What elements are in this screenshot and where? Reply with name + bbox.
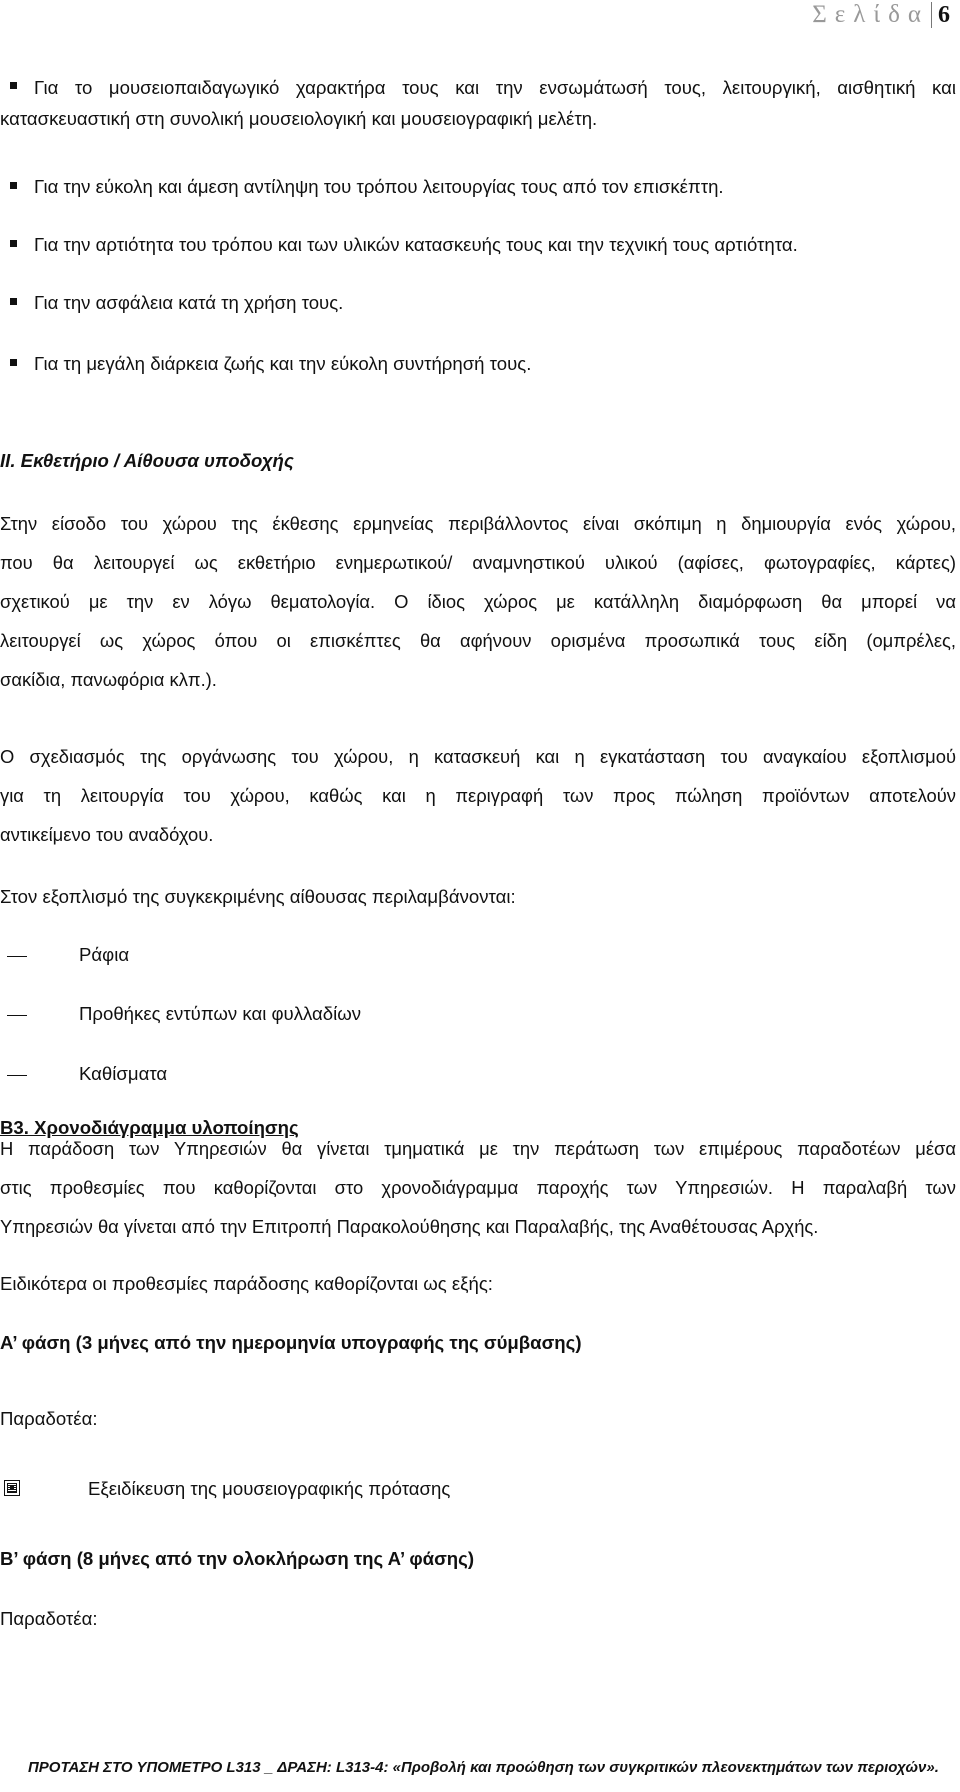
equipment-text: Προθήκες εντύπων και φυλλαδίων bbox=[79, 1003, 362, 1024]
equipment-text: Ράφια bbox=[79, 944, 130, 965]
paragraph-line: σχετικού με την εν λόγω θεματολογία. Ο ίδιος χώρος με κατάλληλη διαμόρφωση θα μπορεί να bbox=[0, 591, 956, 612]
page-number: 6 bbox=[938, 1, 950, 28]
square-bullet-icon bbox=[10, 298, 17, 305]
bullet-text: Για την εύκολη και άμεση αντίληψη του τρόπου λειτουργίας τους από τον επισκέπτη. bbox=[34, 176, 724, 197]
bullet-item bbox=[0, 172, 956, 202]
bullet-item bbox=[0, 72, 956, 130]
equipment-item bbox=[0, 940, 129, 970]
deliverables-label: Παραδοτέα: bbox=[0, 1608, 98, 1629]
square-bullet-icon bbox=[10, 240, 17, 247]
bullet-line: κατασκευαστική στη συνολική μουσειολογική και μουσειογραφική μελέτη. bbox=[0, 108, 598, 129]
paragraph bbox=[0, 1129, 956, 1246]
page-footer: ΠΡΟΤΑΣΗ ΣΤΟ ΥΠΟΜΕΤΡΟ L313 _ ΔΡΑΣΗ: L313-4: «Προβολή και προώθηση των συγκριτικών πλεονεκτημάτων των περιοχών». bbox=[28, 1759, 939, 1776]
section-heading: ΙΙ. Εκθετήριο / Αίθουσα υποδοχής bbox=[0, 450, 294, 471]
page-header bbox=[812, 0, 950, 30]
paragraph-line: σακίδια, πανωφόρια κλπ.). bbox=[0, 669, 217, 690]
bullet-item bbox=[0, 349, 956, 379]
equipment-item bbox=[0, 1059, 167, 1089]
deliverable-item bbox=[0, 1474, 450, 1504]
paragraph bbox=[0, 737, 956, 854]
page-label: Σελίδα bbox=[812, 1, 929, 28]
paragraph-line: για τη λειτουργία του χώρου, καθώς και η περιγραφή των προς πώληση προϊόντων αποτελούν bbox=[0, 785, 956, 806]
paragraph-line: Στην είσοδο του χώρου της έκθεσης ερμηνείας περιβάλλοντος είναι σκόπιμη η δημιουργία ενός χώρου, bbox=[0, 513, 956, 534]
dash-bullet-icon bbox=[7, 956, 27, 957]
equipment-text: Καθίσματα bbox=[79, 1063, 168, 1084]
paragraph-line: που θα λειτουργεί ως εκθετήριο ενημερωτικού/ αναμνηστικού υλικού (αφίσες, φωτογραφίες, κάρτες) bbox=[0, 552, 956, 573]
square-bullet-icon bbox=[10, 359, 17, 366]
paragraph-line: Υπηρεσιών θα γίνεται από την Επιτροπή Παρακολούθησης και Παραλαβής, της Αναθέτουσας Αρχής. bbox=[0, 1216, 819, 1237]
dash-bullet-icon bbox=[7, 1015, 27, 1016]
paragraph-line: Ο σχεδιασμός της οργάνωσης του χώρου, η κατασκευή και η εγκατάσταση του αναγκαίου εξοπλισμού bbox=[0, 746, 956, 767]
paragraph-line: στις προθεσμίες που καθορίζονται στο χρονοδιάγραμμα παροχής των Υπηρεσιών. Η παραλαβή των bbox=[0, 1177, 956, 1198]
bullet-text: Για τη μεγάλη διάρκεια ζωής και την εύκολη συντήρησή τους. bbox=[34, 353, 532, 374]
bullet-text: Για την ασφάλεια κατά τη χρήση τους. bbox=[34, 292, 344, 313]
deliverables-label: Παραδοτέα: bbox=[0, 1408, 98, 1429]
deadlines-intro: Ειδικότερα οι προθεσμίες παράδοσης καθορίζονται ως εξής: bbox=[0, 1273, 493, 1294]
bullet-line: Για το μουσειοπαιδαγωγικό χαρακτήρα τους και την ενσωμάτωσή τους, λειτουργική, αισθητική και bbox=[34, 77, 956, 98]
section-heading: Β3. Χρονοδιάγραμμα υλοποίησης bbox=[0, 1117, 299, 1138]
phase-b-title: Β’ φάση (8 μήνες από την ολοκλήρωση της Α’ φάσης) bbox=[0, 1548, 475, 1569]
paragraph-line: λειτουργεί ως χώρος όπου οι επισκέπτες θα αφήνουν ορισμένα προσωπικά τους είδη (ομπρέλες, bbox=[0, 630, 956, 651]
boxed-square-bullet-icon bbox=[4, 1480, 20, 1496]
bullet-text bbox=[0, 67, 956, 130]
paragraph-line: Η παράδοση των Υπηρεσιών θα γίνεται τμηματικά με την περάτωση των επιμέρους παραδοτέων μέσα bbox=[0, 1138, 956, 1159]
equipment-intro: Στον εξοπλισμό της συγκεκριμένης αίθουσας περιλαμβάνονται: bbox=[0, 886, 516, 907]
paragraph-line: αντικείμενο του αναδόχου. bbox=[0, 824, 214, 845]
square-bullet-icon bbox=[10, 182, 17, 189]
header-divider bbox=[931, 2, 932, 28]
equipment-item bbox=[0, 999, 361, 1029]
bullet-text: Για την αρτιότητα του τρόπου και των υλικών κατασκευής τους και την τεχνική τους αρτιότητα. bbox=[34, 234, 798, 255]
paragraph bbox=[0, 504, 956, 699]
bullet-item bbox=[0, 230, 956, 260]
bullet-item bbox=[0, 288, 956, 318]
square-bullet-icon bbox=[10, 82, 17, 89]
dash-bullet-icon bbox=[7, 1075, 27, 1076]
phase-a-title: Α’ φάση (3 μήνες από την ημερομηνία υπογραφής της σύμβασης) bbox=[0, 1332, 582, 1353]
deliverable-text: Εξειδίκευση της μουσειογραφικής πρότασης bbox=[88, 1478, 451, 1499]
